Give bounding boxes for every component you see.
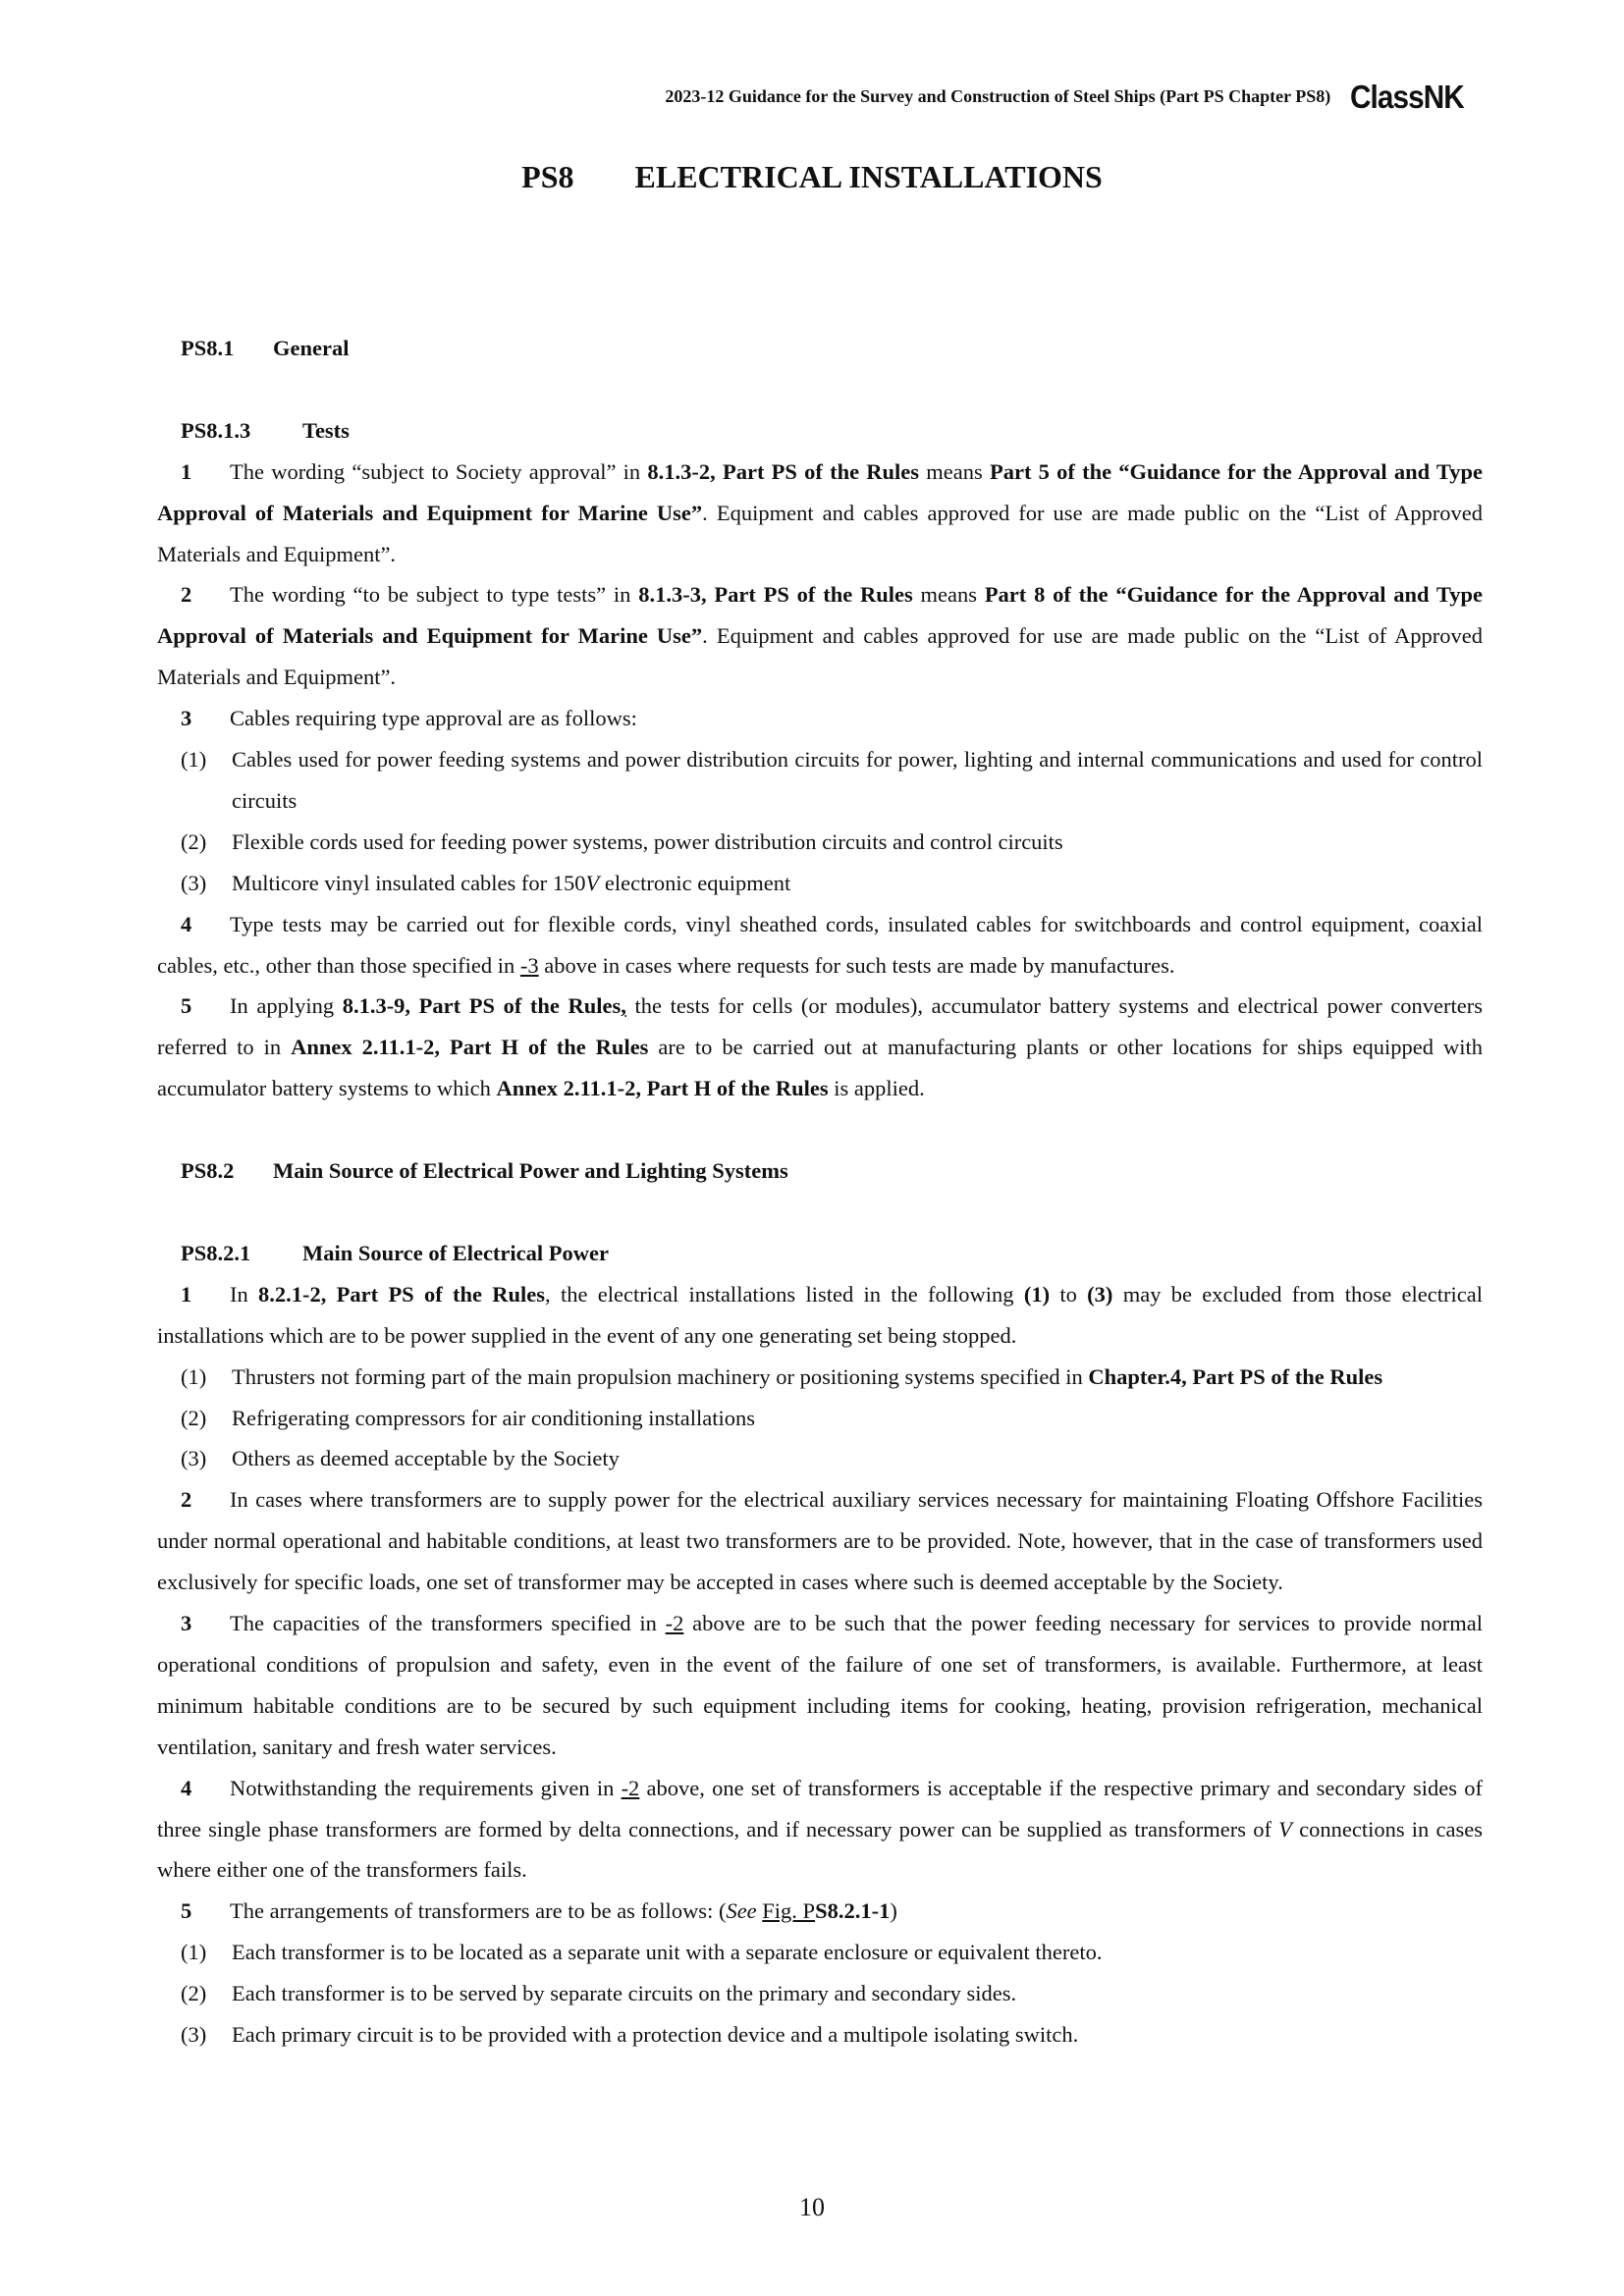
section-number: PS8.1.3 [181, 417, 251, 443]
paragraph-ps8-1-3-5: 5 In applying 8.1.3-9, Part PS of the Rules, the tests for cells (or modules), accumulator battery systems and electrical power converters referred to in Annex 2.11.1-2, Part H of the Rules are to be carried out at manufacturing plants or other locations for ships equipped with accumulator battery systems to which Annex 2.11.1-2, Part H of the Rules is applied. [157, 986, 1483, 1109]
paragraph-ps8-2-1-1: 1 In 8.2.1-2, Part PS of the Rules, the electrical installations listed in the following (1) to (3) may be excluded from those electrical installations which are to be power supplied in the event of any one generating set being stopped. [157, 1274, 1483, 1357]
list-item: (3) Each primary circuit is to be provided with a protection device and a multipole isolating switch. [157, 2014, 1483, 2056]
rule-reference: 8.1.3-2, Part PS of the Rules [647, 458, 920, 484]
section-number: PS8.2 [181, 1158, 235, 1184]
running-header [665, 80, 1477, 113]
rule-reference: Annex 2.11.1-2, Part H of the Rules [291, 1035, 649, 1060]
list-item: (3) Multicore vinyl insulated cables for 150V electronic equipment [157, 863, 1483, 904]
paragraph-number: 2 [181, 1487, 192, 1513]
paragraph-number: 5 [181, 1898, 192, 1924]
paragraph-number: 3 [181, 1611, 192, 1636]
figure-reference: Fig. P [762, 1898, 816, 1924]
chapter-title [0, 159, 1624, 195]
cross-reference: -2 [621, 1775, 640, 1800]
figure-number: S8.2.1-1 [815, 1898, 891, 1924]
paragraph-number: 3 [181, 706, 192, 731]
list-item: (2) Each transformer is to be served by separate circuits on the primary and secondary sides. [157, 1973, 1483, 2014]
section-title: General [273, 336, 350, 360]
item-number: (3) [181, 1446, 207, 1471]
running-title: 2023-12 Guidance for the Survey and Construction of Steel Ships (Part PS Chapter PS8) [665, 86, 1331, 106]
section-title: Main Source of Electrical Power [302, 1240, 609, 1265]
paragraph-number: 1 [181, 1281, 192, 1307]
paragraph-ps8-2-1-5: 5 The arrangements of transformers are to be as follows: (See Fig. PS8.2.1-1) [157, 1891, 1483, 1932]
rule-reference: 8.1.3-9, Part PS of the Rules [342, 993, 622, 1019]
list-item: (2) Flexible cords used for feeding power systems, power distribution circuits and control circuits [157, 822, 1483, 863]
chapter-number: PS8 [521, 159, 574, 194]
cross-reference: -2 [665, 1611, 684, 1636]
rule-reference: Chapter.4, Part PS of the Rules [1088, 1363, 1383, 1389]
list-item: (1) Thrusters not forming part of the main propulsion machinery or positioning systems specified in Chapter.4, Part PS of the Rules [157, 1357, 1483, 1398]
list-item: (2) Refrigerating compressors for air conditioning installations [157, 1398, 1483, 1439]
item-number: (1) [181, 747, 207, 773]
paragraph-number: 4 [181, 911, 192, 936]
paragraph-ps8-2-1-4: 4 Notwithstanding the requirements given in -2 above, one set of transformers is acceptable if the respective primary and secondary sides of three single phase transformers are formed by delta connections, and if necessary power can be supplied as transformers of V connections in cases where either one of the transformers fails. [157, 1768, 1483, 1892]
section-heading-ps8-2-1 [157, 1233, 1483, 1274]
item-number: (1) [181, 1940, 207, 1965]
cross-reference: -3 [519, 952, 539, 978]
item-number: (3) [181, 2022, 207, 2048]
section-number: PS8.1 [181, 336, 235, 360]
paragraph-number: 1 [181, 458, 192, 484]
rule-reference: 8.1.3-3, Part PS of the Rules [638, 582, 913, 608]
guidance-reference: Part 5 of the “Guidance for the Approval and Type Approval of Materials and Equipment for Marine Use” [157, 458, 1484, 525]
paragraph-ps8-2-1-2: 2 In cases where transformers are to supply power for the electrical auxiliary services necessary for maintaining Floating Offshore Facilities under normal operational and habitable conditions, at least two transformers are to be provided. Note, however, that in the case of transformers used exclusively for specific loads, one set of transformer may be accepted in cases where such is deemed acceptable by the Society. [157, 1479, 1483, 1603]
section-title: Tests [302, 417, 350, 443]
classnk-logo: ClassNK [1350, 79, 1465, 115]
guidance-reference: Part 8 of the “Guidance for the Approval and Type Approval of Materials and Equipment for Marine Use” [157, 582, 1483, 649]
rule-reference: Annex 2.11.1-2, Part H of the Rules [496, 1076, 829, 1101]
page-number: 10 [799, 2193, 825, 2221]
voltage-unit: V [585, 870, 600, 895]
voltage-unit: V [1278, 1816, 1292, 1842]
chapter-heading: ELECTRICAL INSTALLATIONS [634, 159, 1103, 194]
paragraph-ps8-1-3-3: 3 Cables requiring type approval are as follows: [157, 698, 1483, 739]
paragraph-number: 2 [181, 582, 192, 608]
section-heading-ps8-1 [157, 328, 1483, 369]
section-title: Main Source of Electrical Power and Lighting Systems [273, 1158, 788, 1184]
section-number: PS8.2.1 [181, 1240, 251, 1265]
paragraph-ps8-1-3-2: 2 The wording “to be subject to type tests” in 8.1.3-3, Part PS of the Rules means Part 8 of the “Guidance for the Approval and Type Approval of Materials and Equipment for Marine Use”. Equipment and cables approved for use are made public on the “List of Approved Materials and Equipment”. [157, 574, 1483, 698]
section-heading-ps8-1-3 [157, 410, 1483, 452]
rule-reference: 8.2.1-2, Part PS of the Rules [258, 1281, 546, 1307]
paragraph-ps8-1-3-1: 1 The wording “subject to Society approval” in 8.1.3-2, Part PS of the Rules means Part 5 of the “Guidance for the Approval and Type Approval of Materials and Equipment for Marine Use”. Equipment and cables approved for use are made public on the “List of Approved Materials and Equipment”. [157, 452, 1483, 575]
item-number: (3) [181, 870, 207, 895]
paragraph-number: 4 [181, 1775, 192, 1800]
paragraph-ps8-1-3-4: 4 Type tests may be carried out for flexible cords, vinyl sheathed cords, insulated cables for switchboards and control equipment, coaxial cables, etc., other than those specified in -3 above in cases where requests for such tests are made by manufactures. [157, 904, 1483, 987]
paragraph-number: 5 [181, 993, 192, 1019]
item-number: (2) [181, 1981, 207, 2006]
item-number: (2) [181, 828, 207, 854]
section-heading-ps8-2 [157, 1150, 1483, 1192]
item-number: (1) [181, 1363, 207, 1389]
list-item: (1) Each transformer is to be located as a separate unit with a separate enclosure or equivalent thereto. [157, 1932, 1483, 1973]
document-body [157, 328, 1483, 2056]
item-number: (2) [181, 1405, 207, 1430]
list-item: (1) Cables used for power feeding systems and power distribution circuits for power, lighting and internal communications and used for control circuits [157, 739, 1483, 822]
paragraph-ps8-2-1-3: 3 The capacities of the transformers specified in -2 above are to be such that the power feeding necessary for services to provide normal operational conditions of propulsion and safety, even in the event of the failure of one set of transformers, is available. Furthermore, at least minimum habitable conditions are to be secured by such equipment including items for cooking, heating, provision refrigeration, mechanical ventilation, sanitary and fresh water services. [157, 1603, 1483, 1768]
list-item: (3) Others as deemed acceptable by the Society [157, 1438, 1483, 1479]
